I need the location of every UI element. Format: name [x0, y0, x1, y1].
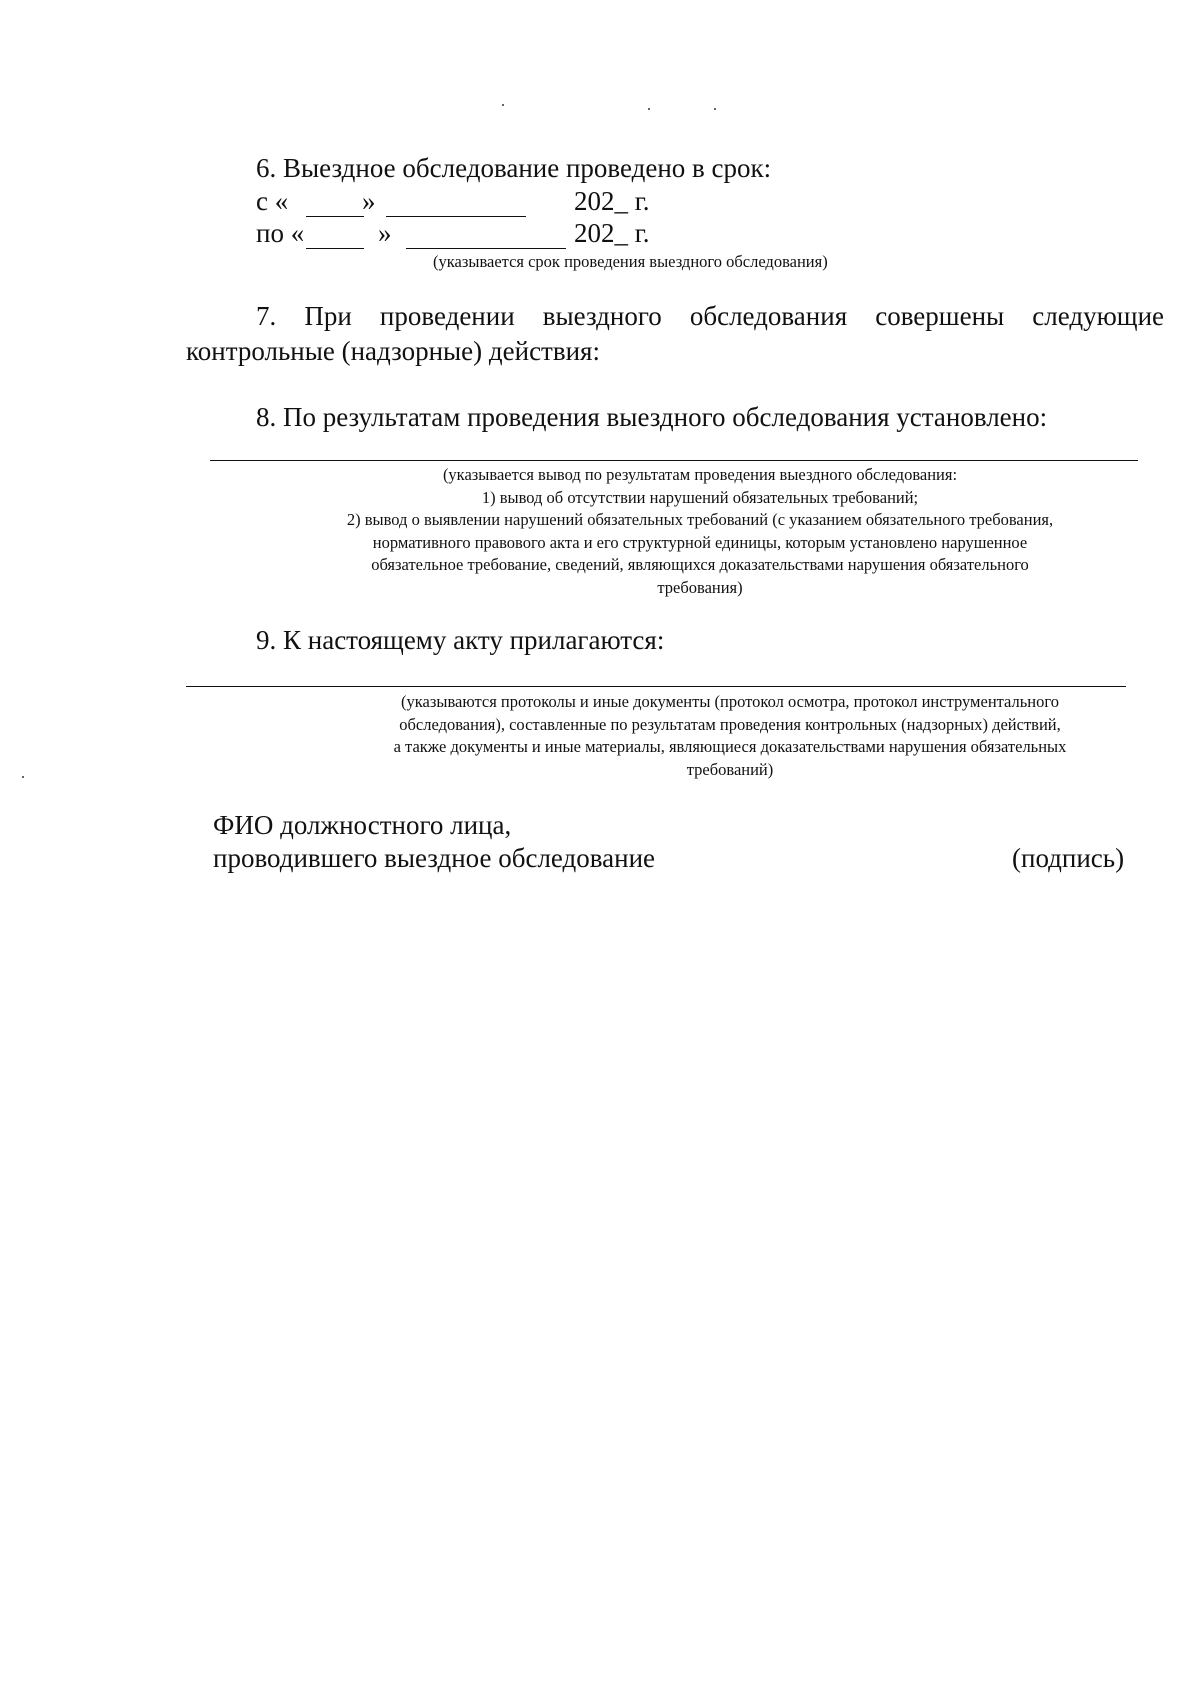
section-9-note-line: требований) [686, 759, 774, 779]
scan-speck [648, 108, 650, 110]
section-8-answer-line [210, 460, 1138, 461]
scan-speck [22, 776, 24, 778]
date-from-year: 202_ г. [574, 186, 650, 216]
s7-word: совершены [875, 301, 1005, 331]
date-to-close: » [378, 218, 392, 248]
section-9-note-line: обследования), составленные по результатам проведения контрольных (надзорных) действий, [399, 714, 1061, 734]
section-9-heading: 9. К настоящему акту прилагаются: [256, 625, 665, 655]
section-7-line-2: контрольные (надзорные) действия: [186, 336, 600, 366]
date-from-close: » [362, 186, 376, 216]
section-9-note [290, 691, 1170, 781]
section-7-line-1 [256, 301, 1164, 332]
s7-word: обследования [689, 301, 848, 331]
date-from-month-blank [386, 216, 526, 217]
section-8-note-line: (указывается вывод по результатам проведения выездного обследования: [442, 465, 958, 484]
section-9-note-line: (указываются протоколы и иные документы (протокол осмотра, протокол инструментального [401, 692, 1059, 711]
section-6-heading: 6. Выездное обследование проведено в срок: [256, 153, 772, 183]
signature-label: (подпись) [1012, 843, 1125, 873]
section-8-note-line: обязательное требование, сведений, являющихся доказательствами нарушения обязательного [371, 555, 1029, 574]
section-8-note-line: нормативного правового акта и его структурной единицы, которым установлено нарушенное [372, 532, 1028, 552]
signer-title-line-2: проводившего выездное обследование [213, 843, 656, 873]
s7-word: При [304, 301, 352, 331]
date-to-row [256, 218, 676, 252]
section-9-note-line: а также документы и иные материалы, являющиеся доказательствами нарушения обязательных [393, 737, 1067, 756]
section-6-note: (указывается срок проведения выездного обследования) [433, 252, 828, 271]
section-8-note-line: требования) [657, 577, 743, 597]
s7-word: выездного [542, 301, 662, 331]
signer-title-line-1: ФИО должностного лица, [213, 810, 512, 840]
scan-speck [714, 108, 716, 110]
date-to-prefix: по « [256, 218, 305, 248]
s7-word: следующие [1032, 301, 1164, 331]
date-from-prefix: с « [256, 186, 289, 216]
scan-speck [502, 104, 504, 106]
section-8-note-line: 1) вывод об отсутствии нарушений обязательных требований; [481, 487, 919, 507]
date-to-month-blank [406, 248, 566, 249]
section-8-heading: 8. По результатам проведения выездного обследования установлено: [256, 402, 1048, 432]
s7-word: 7. [256, 301, 277, 331]
date-to-day-blank [306, 248, 364, 249]
section-8-note-line: 2) вывод о выявлении нарушений обязательных требований (с указанием обязательного требования, [346, 510, 1054, 529]
section-9-answer-line [186, 686, 1126, 687]
date-from-day-blank [306, 216, 364, 217]
date-to-year: 202_ г. [574, 218, 650, 248]
s7-word: проведении [379, 301, 515, 331]
date-from-row [256, 186, 676, 220]
section-8-note [250, 464, 1150, 599]
